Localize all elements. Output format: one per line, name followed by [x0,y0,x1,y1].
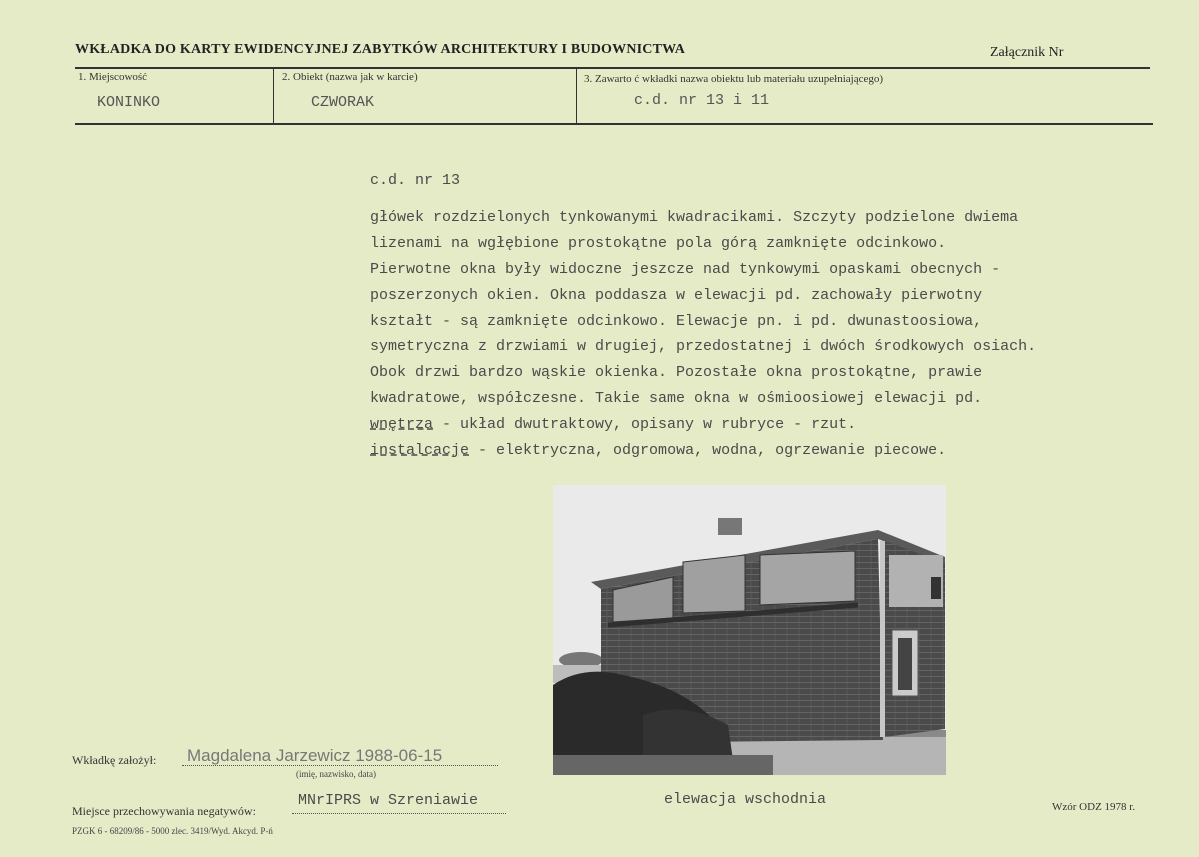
founder-value: Magdalena Jarzewicz 1988-06-15 [187,746,443,765]
installations-line [370,438,1036,464]
founder-underline [182,765,498,766]
header-bottom-rule [75,123,1153,125]
text-line: kwadratowe, współczesne. Takie same okna w ośmioosiowej elewacji pd. [370,390,983,408]
text-line: kształt - są zamknięte odcinkowo. Elewacje pn. i pd. dwunastoosiowa, [370,312,983,330]
interior-line [370,412,1036,438]
installations-term: instalcacje [370,442,470,460]
form-code: Wzór ODZ 1978 r. [1052,801,1136,813]
building-photo [553,485,946,775]
text-line: Obok drzwi bardzo wąskie okienka. Pozostałe okna prostokątne, prawie [370,364,983,382]
header-top-rule [75,67,1150,69]
storage-underline [292,813,506,814]
form-title: WKŁADKA DO KARTY EWIDENCYJNEJ ZABYTKÓW ARCHITEKTURY I BUDOWNICTWA [75,42,686,57]
text-line: symetryczna z drzwiami w drugiej, przedostatnej i dwóch środkowych osiach. [370,338,1037,356]
text-line: poszerzonych okien. Okna poddasza w elewacji pd. zachowały pierwotny [370,286,983,304]
building-photo-drawing [553,485,946,775]
text-line: główek rozdzielonych tynkowanymi kwadracikami. Szczyty podzielone dwiema [370,209,1019,226]
attachment-number-label: Załącznik Nr [990,45,1064,60]
founder-hint: (imię, nazwisko, data) [296,769,376,779]
installations-text: - elektryczna, odgromowa, wodna, ogrzewanie piecowe. [469,442,947,460]
content-value: c.d. nr 13 i 11 [634,92,770,109]
photo-caption: elewacja wschodnia [664,791,827,808]
content-label: 3. Zawarto ć wkładki nazwa obiektu lub materiału uzupełniającego) [584,73,884,85]
text-line: Pierwotne okna były widoczne jeszcze nad tynkowymi opaskami obecnych - [370,260,1001,278]
founder-label: Wkładkę założył: [72,753,157,767]
object-label: 2. Obiekt (nazwa jak w karcie) [282,71,418,83]
interior-text: - układ dwutraktowy, opisany w rubryce - rzut. [433,416,857,434]
place-label: 1. Miejscowość [78,71,148,83]
text-line: lizenami na wgłębione prostokątne pola górą zamknięte odcinkowo. [370,234,947,252]
field-divider-2 [576,68,577,124]
print-info: PZGK 6 - 68209/86 - 5000 zlec. 3419/Wyd. Akcyd. P-ń [72,826,273,836]
description-text [370,205,1036,464]
place-value: KONINKO [97,94,161,111]
field-divider-1 [273,68,274,124]
storage-label: Miejsce przechowywania negatywów: [72,804,256,818]
object-value: CZWORAK [311,94,375,111]
interior-term: wnętrza [370,416,434,434]
body-heading: c.d. nr 13 [370,172,461,189]
storage-value: MNrIPRS w Szreniawie [298,792,479,809]
